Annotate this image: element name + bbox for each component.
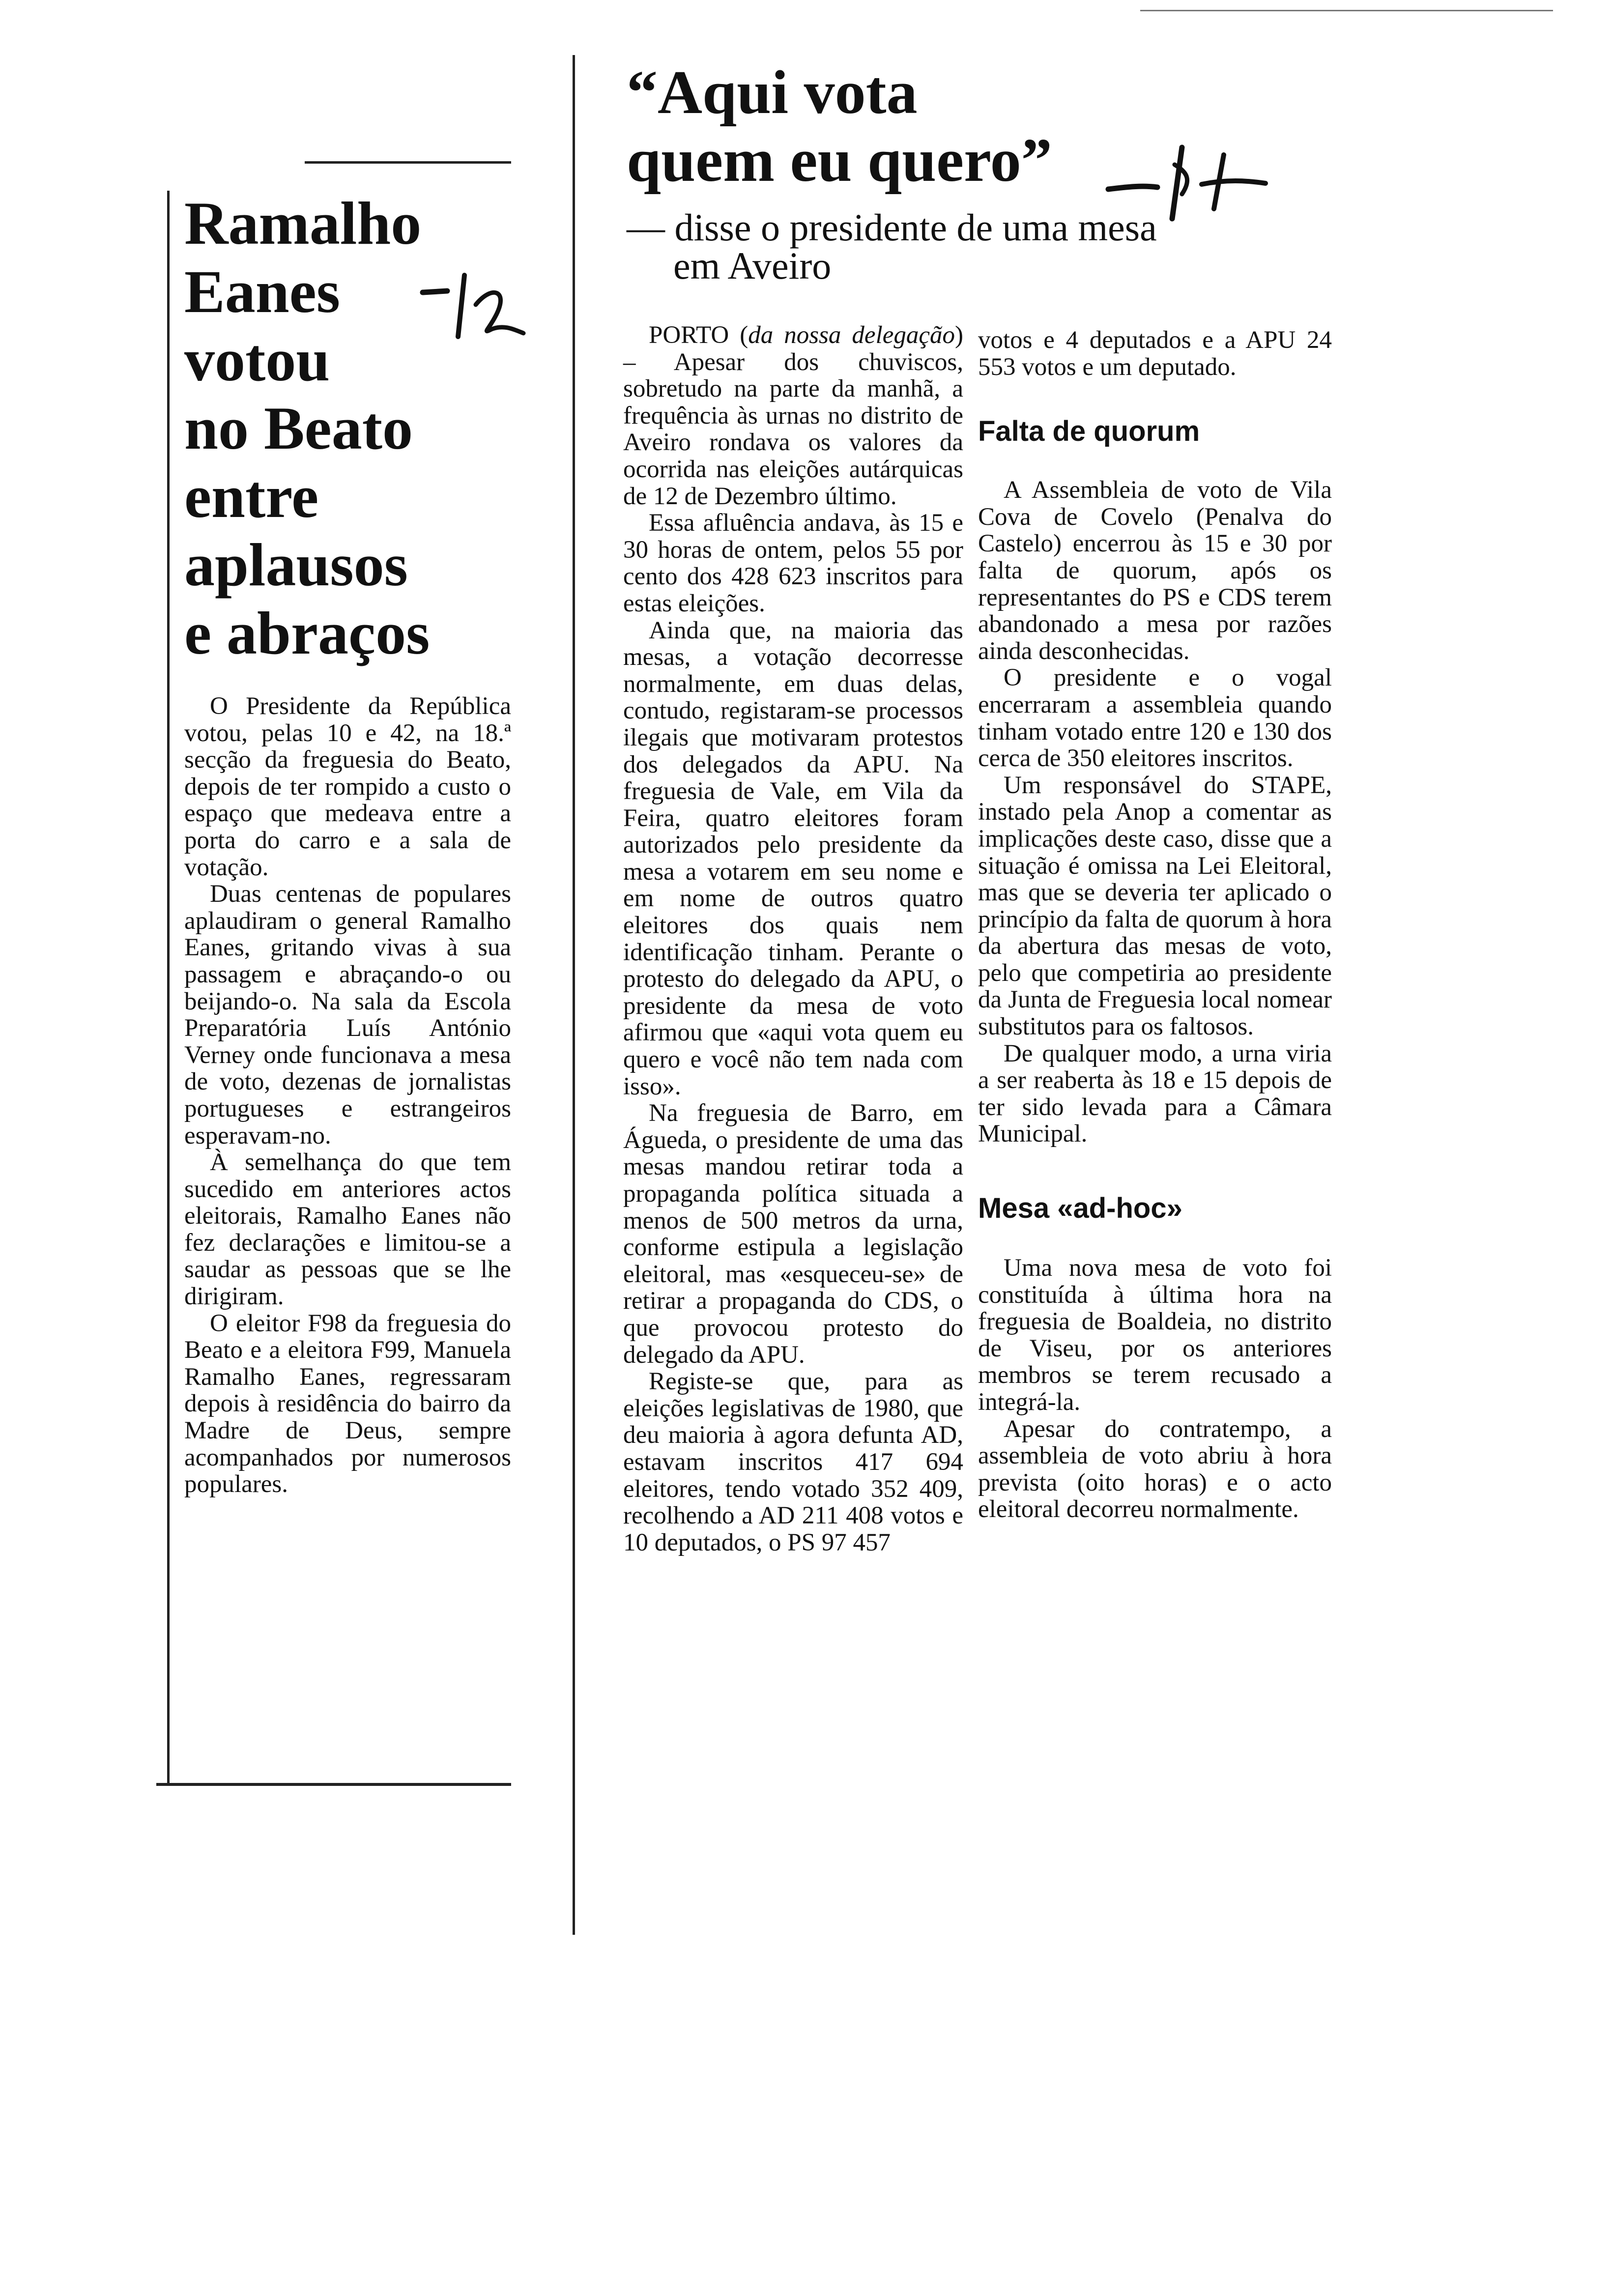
right-subheadline: [627, 208, 1344, 285]
section-title: Mesa «ad-hoc»: [978, 1192, 1182, 1225]
paragraph: Um responsável do STAPE, instado pela Anop a comentar as implicações deste caso, disse que a situação é omissa na Lei Eleitoral, mas que se deveria ter aplicado o princípio da falta de quorum à hora da abertura das mesas de voto, pelo que competiria ao presidente da Junta de Freguesia local nomear substitutos para os faltosos.: [978, 771, 1332, 1041]
right-headline-line: “Aqui vota: [627, 58, 918, 127]
column-divider-rule: [573, 55, 575, 1935]
dateline: PORTO (: [649, 321, 748, 349]
left-story-body: [184, 693, 511, 1498]
paragraph: Essa afluência andava, às 15 e 30 horas de ontem, pelos 55 por cento dos 428 623 inscritos para estas eleições.: [623, 509, 963, 617]
right-story-header: [627, 59, 1344, 285]
left-headline-line: votou: [184, 326, 330, 394]
right-headline: [627, 59, 1344, 195]
left-headline: [184, 189, 511, 667]
paragraph: O Presidente da República votou, pelas 10 e 42, na 18.ª secção da freguesia do Beato, depois de ter rompido a custo o espaço que medeava entre a porta do carro e a sala de votação.: [184, 692, 511, 881]
right-story-column-2: [978, 327, 1332, 1523]
paragraph: O presidente e o vogal encerraram a assembleia quando tinham votado entre 120 e 130 dos cerca de 350 eleitores inscritos.: [978, 664, 1332, 773]
paragraph: A Assembleia de voto de Vila Cova de Covelo (Penalva do Castelo) encerrou às 15 e 30 por falta de quorum, após os representantes do PS e CDS terem abandonado a mesa por razões ainda desconhecidas.: [978, 476, 1332, 665]
left-story: [184, 189, 511, 1498]
subheadline-line: em Aveiro: [673, 244, 832, 287]
paragraph: – Apesar dos chuviscos, sobretudo na parte da manhã, a frequência às urnas no distrito de Aveiro rondava os valores da ocorrida nas eleições autárquicas de 12 de Dezembro último.: [623, 348, 963, 510]
paragraph: Ainda que, na maioria das mesas, a votação decorresse normalmente, em duas delas, contudo, registaram-se processos ilegais que motivaram protestos dos delegados da APU. Na freguesia de Vale, em Vila da Feira, quatro eleitores foram autorizados pelo presidente da mesa a votarem em seu nome e em nome de outros quatro eleitores dos quais nem identificação tinham. Perante o protesto do delegado da APU, o presidente da mesa de voto afirmou que «aqui vota quem eu quero e você não tem nada com isso».: [623, 616, 963, 1100]
paragraph: Apesar do contratempo, a assembleia de voto abriu à hora prevista (oito horas) e o acto eleitoral decorreu normalmente.: [978, 1415, 1332, 1523]
dateline-paragraph: [623, 322, 963, 510]
left-headline-line: Eanes: [184, 258, 340, 325]
paragraph: Registe-se que, para as eleições legislativas de 1980, que deu maioria à agora defunta AD, estavam inscritos 417 694 eleitores, tendo votado 352 409, recolhendo a AD 211 408 votos e 10 deputados, o PS 97 457: [623, 1368, 963, 1556]
left-headline-line: e abraços: [184, 600, 430, 667]
left-headline-line: aplausos: [184, 531, 408, 599]
paragraph: Na freguesia de Barro, em Águeda, o presidente de uma das mesas mandou retirar toda a propaganda política situada a menos de 500 metros da urna, conforme estipula a legislação eleitoral, mas «esqueceu-se» de retirar a propaganda do CDS, o que provocou protesto do delegado da APU.: [623, 1099, 963, 1369]
paragraph: Duas centenas de populares aplaudiram o general Ramalho Eanes, gritando vivas à sua passagem e abraçando-o ou beijando-o. Na sala da Escola Preparatória Luís António Verney onde funcionava a mesa de voto, dezenas de jornalistas portugueses e estrangeiros esperavam-no.: [184, 880, 511, 1149]
dateline-italic: da nossa delegação: [748, 321, 955, 349]
section-title: Falta de quorum: [978, 415, 1200, 448]
left-headline-line: Ramalho: [184, 190, 422, 257]
paragraph: O eleitor F98 da freguesia do Beato e a eleitora F99, Manuela Ramalho Eanes, regressaram depois à residência do bairro da Madre de Deus, sempre acompanhados por numerosos populares.: [184, 1309, 511, 1498]
left-top-rule: [305, 161, 511, 164]
paragraph: De qualquer modo, a urna viria a ser reaberta às 18 e 15 depois de ter sido levada para a Câmara Municipal.: [978, 1039, 1332, 1148]
left-headline-line: no Beato: [184, 395, 413, 462]
right-story-column-1: [623, 322, 963, 1556]
right-headline-line: quem eu quero”: [627, 126, 1052, 195]
subheadline-line: — disse o presidente de uma mesa: [627, 206, 1157, 249]
paragraph: À semelhança do que tem sucedido em anteriores actos eleitorais, Ramalho Eanes não fez declarações e limitou-se a saudar as pessoas que se lhe dirigiram.: [184, 1148, 511, 1311]
paragraph: Uma nova mesa de voto foi constituída à última hora na freguesia de Boaldeia, no distrito de Viseu, por os anteriores membros se terem recusado a integrá-la.: [978, 1254, 1332, 1416]
left-bottom-rule: [156, 1783, 511, 1786]
left-headline-line: entre: [184, 463, 319, 530]
left-side-rule: [167, 191, 170, 1785]
paragraph: votos e 4 deputados e a APU 24 553 votos e um deputado.: [978, 326, 1332, 381]
dateline-end: ): [955, 321, 963, 349]
top-edge-rule: [1140, 10, 1553, 11]
